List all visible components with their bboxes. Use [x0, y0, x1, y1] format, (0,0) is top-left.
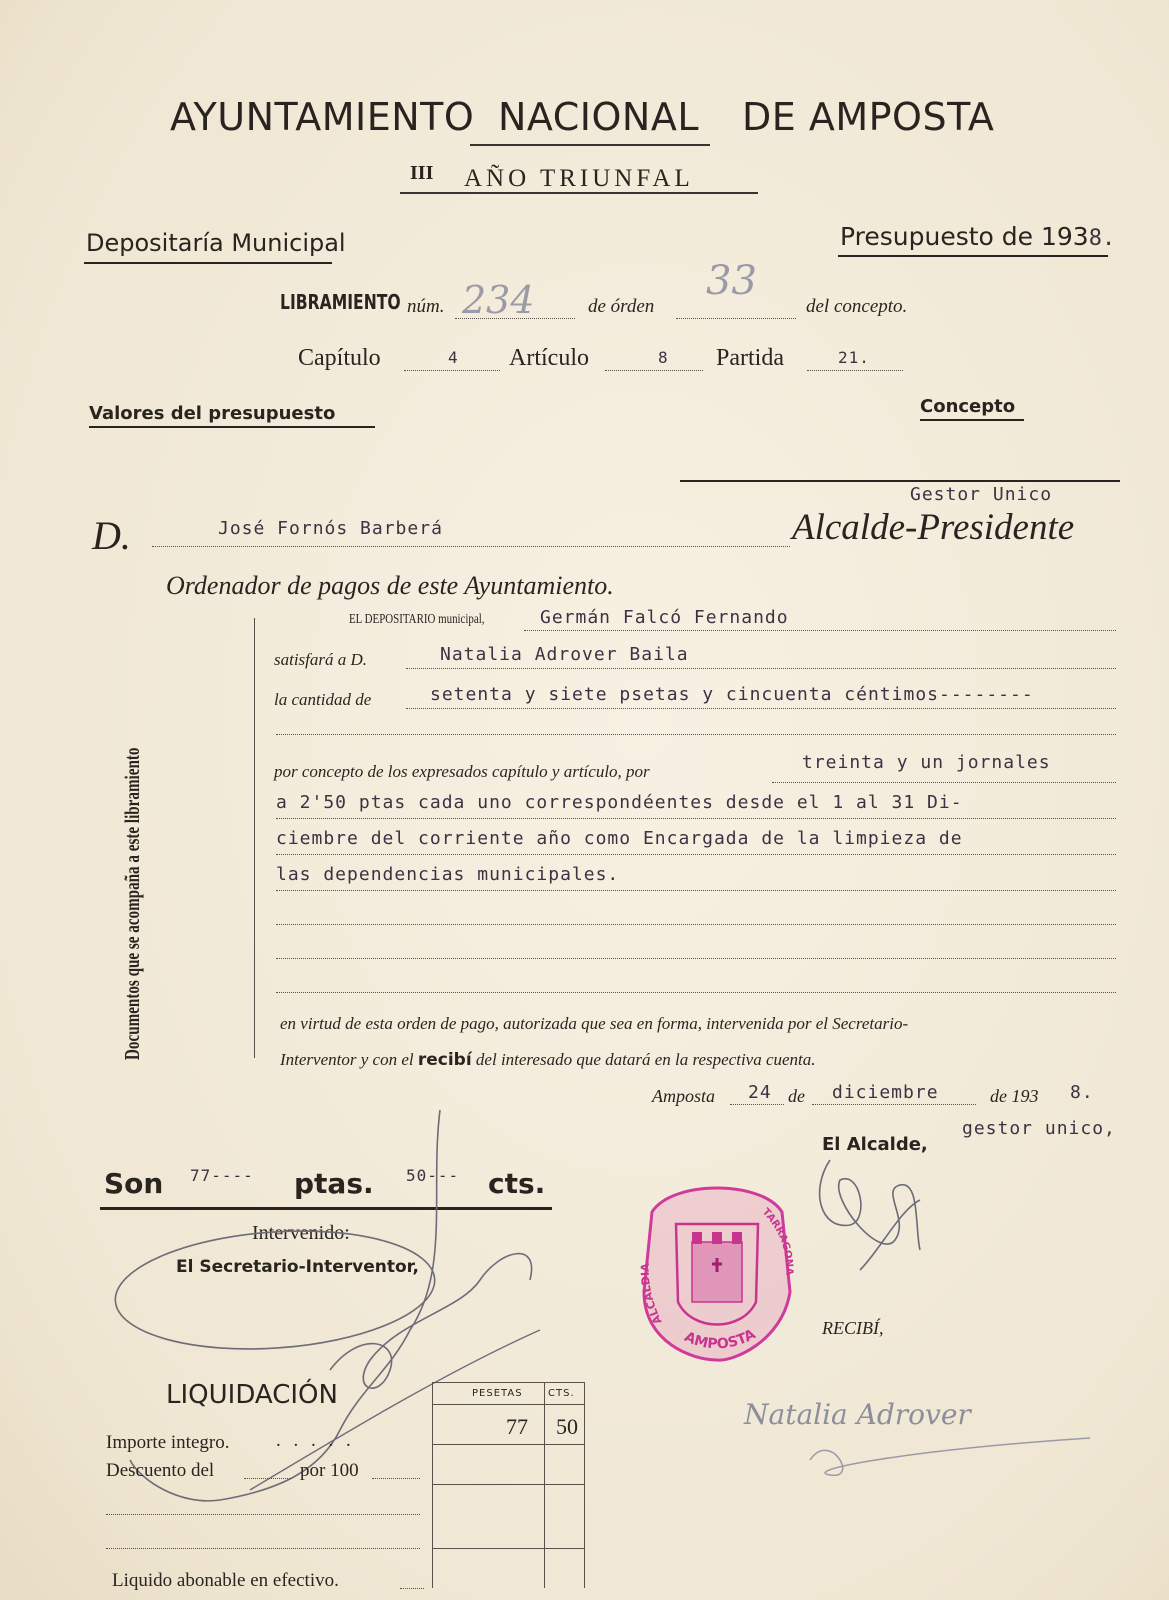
- payer-field-line: [152, 546, 790, 547]
- orden-field-line: [676, 318, 796, 319]
- liq-total-fill: [400, 1588, 424, 1589]
- liq-row2-label-b: por 100: [300, 1460, 359, 1481]
- date-month: diciembre: [832, 1082, 939, 1103]
- libramiento-label: LIBRAMIENTO: [280, 290, 401, 314]
- son-ptas-value: 77----: [190, 1166, 254, 1185]
- liq-table-right: [584, 1382, 585, 1588]
- recibi-label: RECIBÍ,: [822, 1318, 884, 1338]
- subtitle-roman: III: [410, 162, 434, 184]
- concepto-line1: treinta y un jornales: [802, 752, 1051, 773]
- orden-value: 33: [706, 258, 757, 304]
- satisfara-label: satisfará a D.: [274, 650, 368, 669]
- son-ptas-label: ptas.: [294, 1167, 374, 1200]
- articulo-field-line: [605, 370, 703, 371]
- capitulo-value: 4: [448, 348, 459, 367]
- liq-total-label: Liquido abonable en efectivo.: [112, 1570, 339, 1591]
- liq-row1-pesetas: 77: [506, 1414, 528, 1439]
- stamp-right-path: TARRAGONA: [759, 1206, 795, 1276]
- presupuesto-label: [840, 222, 1115, 251]
- partida-label: Partida: [716, 345, 784, 371]
- partida-field-line: [807, 370, 903, 371]
- num-value: 234: [462, 278, 535, 322]
- gestor-note: Gestor Unico: [910, 484, 1053, 505]
- date-de-2: [990, 1086, 1039, 1107]
- title-de-amposta: DE AMPOSTA: [742, 95, 995, 139]
- liq-row3-fill: [106, 1514, 420, 1515]
- articulo-label: Artículo: [509, 345, 589, 371]
- recipient-name: Natalia Adrover Baila: [440, 644, 689, 665]
- depositario-name: Germán Falcó Fernando: [540, 607, 789, 628]
- liq-table-top: [432, 1382, 584, 1383]
- num-label: núm.: [407, 296, 445, 317]
- subtitle-underline: [400, 192, 758, 194]
- liq-row1-dots: . . . . .: [276, 1430, 355, 1451]
- stamp-bottom-path: AMPOSTA: [681, 1326, 759, 1353]
- title-ayuntamiento: AYUNTAMIENTO: [170, 95, 475, 139]
- date-place: Amposta: [652, 1086, 715, 1106]
- son-cts-label: cts.: [488, 1167, 546, 1200]
- title-nacional: NACIONAL: [498, 95, 699, 139]
- recibi-signature: Natalia Adrover: [744, 1398, 971, 1431]
- presupuesto-year-digit: 8.: [1088, 226, 1116, 251]
- concepto-label: Concepto: [920, 396, 1016, 417]
- secretario-label: El Secretario-Interventor,: [176, 1257, 419, 1277]
- date-day-line: [730, 1104, 784, 1105]
- blank-line-1: [276, 924, 1116, 925]
- concepto-line3-rule: [276, 854, 1116, 855]
- virtud-recibi: recibí: [417, 1050, 472, 1070]
- date-day: 24: [748, 1082, 772, 1103]
- alcaldia-stamp: [632, 1172, 802, 1362]
- concepto-underline: [920, 419, 1024, 421]
- date-year-digit: 8.: [1070, 1082, 1094, 1103]
- cantidad-extra-line: [276, 734, 1116, 735]
- subtitle-ano-triunfal: AÑO TRIUNFAL: [464, 165, 694, 192]
- virtud-line2: [280, 1050, 816, 1070]
- articulo-value: 8: [658, 348, 669, 367]
- alcalde-signature: [800, 1130, 960, 1290]
- liq-table-header-rule: [432, 1404, 584, 1405]
- concepto-line2: a 2'50 ptas cada uno correspondéentes desde el 1 al 31 Di-: [276, 792, 963, 813]
- side-documentos-text: Documentos que se acompaña a este libramiento: [120, 747, 144, 1060]
- concepto-line3: ciembre del corriente año como Encargada de la limpieza de: [276, 828, 963, 849]
- date-year-prefix: de 193: [990, 1086, 1039, 1106]
- orden-label: de órden: [588, 296, 655, 317]
- alcalde-label: El Alcalde,: [822, 1134, 928, 1155]
- liq-row2-label-a: Descuento del: [106, 1460, 215, 1481]
- partida-value: 21.: [838, 348, 870, 367]
- role-alcalde-presidente: Alcalde-Presidente: [792, 507, 1075, 548]
- cantidad-field-line: [406, 708, 1116, 709]
- del-concepto-label: del concepto.: [806, 296, 908, 317]
- title-underline: [470, 144, 710, 146]
- liquidacion-title: LIQUIDACIÓN: [166, 1380, 338, 1410]
- depositario-label: EL DEPOSITARIO municipal,: [349, 612, 485, 627]
- virtud-line2-start: Interventor y con el: [280, 1050, 414, 1069]
- liq-col-pesetas: PESETAS: [472, 1388, 523, 1399]
- concepto-area-line: [680, 480, 1120, 482]
- liq-col-cts: CTS.: [548, 1388, 575, 1399]
- liq-row2-field: [244, 1478, 290, 1479]
- liq-row2-fill: [372, 1478, 420, 1479]
- concepto-line2-rule: [276, 818, 1116, 819]
- capitulo-label: Capítulo: [298, 345, 381, 371]
- liq-row1-rule: [432, 1444, 584, 1445]
- recibi-flourish: [790, 1420, 1110, 1490]
- concepto-intro-label: por concepto de los expresados capítulo y artículo, por: [274, 762, 650, 781]
- concepto-line1-rule: [772, 782, 1116, 783]
- stamp-top-path: ALCALDIA: [638, 1262, 665, 1327]
- recipient-field-line: [406, 668, 1116, 669]
- liq-row1-cts: 50: [556, 1414, 578, 1439]
- valores-label: Valores del presupuesto: [89, 403, 336, 424]
- blank-line-2: [276, 958, 1116, 959]
- virtud-line1: en virtud de esta orden de pago, autorizada que sea en forma, intervenida por el Secretario-: [280, 1014, 909, 1033]
- presupuesto-text: Presupuesto de 193: [840, 222, 1089, 251]
- valores-underline: [89, 426, 375, 428]
- liq-table-mid: [544, 1382, 545, 1588]
- cantidad-text: setenta y siete psetas y cincuenta céntimos--------: [430, 684, 1034, 705]
- virtud-line2-end: del interesado que datará en la respectiva cuenta.: [475, 1050, 816, 1069]
- depositaria-label: Depositaría Municipal: [86, 229, 346, 257]
- son-label: Son: [104, 1167, 164, 1200]
- side-documentos-label: [120, 748, 145, 1060]
- liq-row4-fill: [106, 1548, 420, 1549]
- depositario-field-line: [524, 630, 1116, 631]
- liq-row3-rule: [432, 1548, 584, 1549]
- d-prefix: D.: [92, 513, 131, 558]
- ordenador-text: Ordenador de pagos de este Ayuntamiento.: [166, 571, 614, 600]
- date-de-1: de: [788, 1086, 805, 1106]
- date-month-line: [812, 1104, 976, 1105]
- cantidad-label: la cantidad de: [274, 690, 372, 709]
- intervenido-label: Intervenido:: [252, 1222, 350, 1244]
- liq-row1-label: Importe integro.: [106, 1432, 230, 1453]
- son-cts-value: 50---: [406, 1166, 460, 1185]
- presupuesto-underline: [838, 255, 1108, 257]
- liq-row2-rule: [432, 1484, 584, 1485]
- concepto-line4-rule: [276, 890, 1116, 891]
- depositaria-underline: [84, 262, 332, 264]
- blank-line-3: [276, 992, 1116, 993]
- alcalde-typed: gestor unico,: [962, 1118, 1116, 1139]
- liq-table-left: [432, 1382, 433, 1588]
- concepto-line4: las dependencias municipales.: [276, 864, 620, 885]
- capitulo-field-line: [404, 370, 500, 371]
- side-divider: [254, 618, 255, 1058]
- payer-name: José Fornós Barberá: [218, 518, 443, 539]
